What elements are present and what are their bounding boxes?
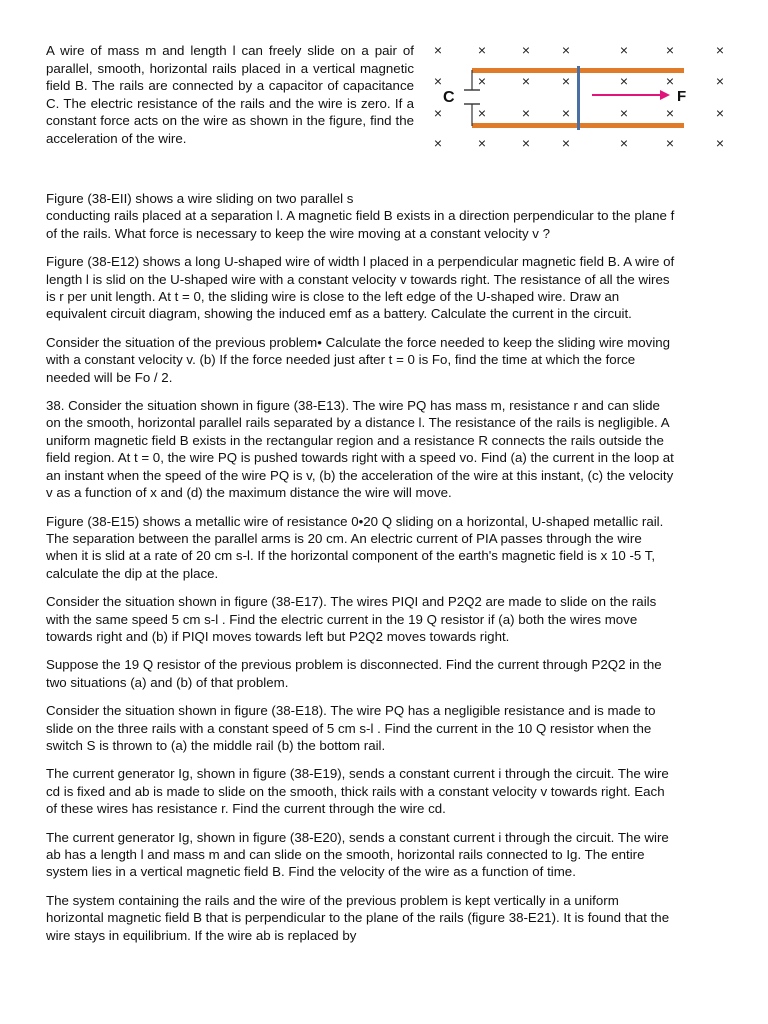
text-line: system lies in a vertical magnetic field B. Find the velocity of the wire as a function of time.	[46, 864, 576, 880]
field-cross: ×	[521, 105, 531, 121]
text-line: conducting rails placed at a separation l. A magnetic field B exists in a direction perpendicular to the plane f	[46, 208, 675, 224]
field-cross: ×	[561, 73, 571, 89]
text-line: wire stays in equilibrium. If the wire ab is replaced by	[46, 927, 357, 943]
text-line: towards right and (b) if PIQI moves towards left but P2Q2 moves towards right.	[46, 628, 510, 644]
text-line: Figure (38-E12) shows a long U-shaped wire of width l placed in a perpendicular magnetic field B. A wire of	[46, 254, 675, 270]
capacitor-rail-figure	[424, 36, 736, 186]
field-cross: ×	[477, 105, 487, 121]
field-cross: ×	[477, 135, 487, 151]
problem-paragraph	[46, 513, 722, 583]
field-cross: ×	[619, 135, 629, 151]
force-arrow-head	[660, 90, 670, 100]
text-line: uniform magnetic field B exists in the rectangular region and a resistance R connects the rails outside the	[46, 432, 664, 448]
text-line: length l is slid on the U-shaped wire with a constant velocity v towards right. The resistance of all the wires	[46, 271, 670, 287]
field-cross: ×	[521, 42, 531, 58]
text-line: with a constant velocity v. (b) If the force needed just after t = 0 is Fo, find the time at which the force	[46, 352, 636, 368]
field-cross: ×	[561, 42, 571, 58]
field-cross: ×	[433, 105, 443, 121]
text-line: calculate the dip at the place.	[46, 565, 219, 581]
sliding-wire	[577, 66, 580, 130]
text-line: 38. Consider the situation shown in figure (38-E13). The wire PQ has mass m, resistance r and can slide	[46, 398, 660, 414]
field-cross: ×	[619, 42, 629, 58]
field-cross: ×	[665, 135, 675, 151]
field-cross: ×	[715, 73, 725, 89]
field-cross: ×	[619, 73, 629, 89]
text-line: needed will be Fo / 2.	[46, 369, 173, 385]
force-label: F	[677, 88, 687, 105]
field-cross: ×	[433, 73, 443, 89]
text-line: The current generator Ig, shown in figure (38-E20), sends a constant current i through the circuit. The wire	[46, 829, 669, 845]
text-line: on the smooth, horizontal parallel rails separated by a distance l. The resistance of the rails is negligible. A	[46, 415, 670, 431]
field-cross: ×	[619, 105, 629, 121]
text-line: switch S is thrown to (a) the middle rail (b) the bottom rail.	[46, 737, 386, 753]
field-cross: ×	[665, 105, 675, 121]
problem-paragraph	[46, 892, 722, 944]
text-line: cd is fixed and ab is made to slide on the smooth, thick rails with a constant velocity v towards right. Each	[46, 783, 665, 799]
text-line: Figure (38-E15) shows a metallic wire of resistance 0•20 Q sliding on a horizontal, U-shaped metallic rail.	[46, 513, 664, 529]
field-cross: ×	[715, 42, 725, 58]
field-cross: ×	[665, 42, 675, 58]
text-line: of the rails. What force is necessary to keep the wire moving at a constant velocity v ?	[46, 225, 551, 241]
text-line: Consider the situation shown in figure (38-E18). The wire PQ has a negligible resistance and is made to	[46, 703, 656, 719]
text-line: Consider the situation of the previous problem• Calculate the force needed to keep the sliding wire moving	[46, 334, 671, 350]
field-cross: ×	[521, 73, 531, 89]
text-line: The separation between the parallel arms is 20 cm. An electric current of PIA passes through the wire	[46, 530, 642, 546]
field-cross: ×	[521, 135, 531, 151]
text-line: ab has a length l and mass m and can slide on the smooth, horizontal rails connected to Ig. The entire	[46, 847, 645, 862]
text-line: slide on the three rails with a constant speed of 5 cm s-l . Find the current in the 10 Q resistor when the	[46, 720, 652, 736]
problem-paragraph	[46, 829, 722, 881]
intro-paragraph: A wire of mass m and length l can freely slide on a pair of parallel, smooth, horizontal rails placed in a vertical magnetic field B. The rails are connected by a capacitor of capacitance C. The electric resistance of the rails and the wire is zero. If a constant force acts on the wire as shown in the figure, find the acceleration of the wire.	[46, 43, 414, 146]
text-line: v as a function of x and (d) the maximum distance the wire will move.	[46, 485, 452, 501]
text-line: an instant when the speed of the wire PQ is v, (b) the acceleration of the wire at this instant, (c) the velocity	[46, 467, 674, 483]
text-line: horizontal magnetic field B that is perpendicular to the plane of the rails (figure 38-E21). It is found that the	[46, 910, 670, 926]
text-line: Suppose the 19 Q resistor of the previous problem is disconnected. Find the current through P2Q2 in the	[46, 657, 662, 673]
problem-paragraph	[46, 397, 722, 501]
field-cross: ×	[715, 135, 725, 151]
text-line: Consider the situation shown in figure (38-E17). The wires PIQI and P2Q2 are made to slide on the rails	[46, 594, 657, 610]
text-line: of these wires has resistance r. Find the current through the wire cd.	[46, 801, 446, 817]
field-cross: ×	[433, 135, 443, 151]
problem-paragraph	[46, 702, 722, 754]
text-line: with the same speed 5 cm s-l . Find the electric current in the 19 Q resistor if (a) both the wires move	[46, 611, 638, 627]
problem-list	[46, 190, 722, 944]
field-cross: ×	[433, 42, 443, 58]
problem-paragraph	[46, 656, 722, 691]
text-line: equivalent circuit diagram, showing the induced emf as a battery. Calculate the current in the circuit.	[46, 306, 632, 322]
field-cross: ×	[665, 73, 675, 89]
text-line: when it is slid at a rate of 20 cm s-l. If the horizontal component of the earth's magnetic field is x 10 -5 T,	[46, 548, 656, 564]
problem-paragraph	[46, 765, 722, 817]
text-line: two situations (a) and (b) of that problem.	[46, 674, 289, 690]
field-cross: ×	[477, 73, 487, 89]
problem-paragraph	[46, 334, 722, 386]
problem-paragraph	[46, 190, 722, 242]
capacitor-label: C	[443, 89, 455, 106]
field-cross: ×	[715, 105, 725, 121]
text-line: is r per unit length. At t = 0, the sliding wire is close to the left edge of the U-shaped wire. Draw an	[46, 289, 620, 305]
field-cross: ×	[477, 42, 487, 58]
text-line: field region. At t = 0, the wire PQ is pushed towards right with a speed vo. Find (a) the current in the loop at	[46, 450, 674, 466]
field-cross: ×	[561, 135, 571, 151]
problem-paragraph	[46, 253, 722, 323]
text-line: The system containing the rails and the wire of the previous problem is kept vertically in a uniform	[46, 892, 619, 908]
field-cross: ×	[561, 105, 571, 121]
text-line: The current generator Ig, shown in figure (38-E19), sends a constant current i through the circuit. The wire	[46, 766, 669, 782]
problem-paragraph	[46, 593, 722, 645]
text-line: Figure (38-EII) shows a wire sliding on two parallel s	[46, 191, 354, 206]
